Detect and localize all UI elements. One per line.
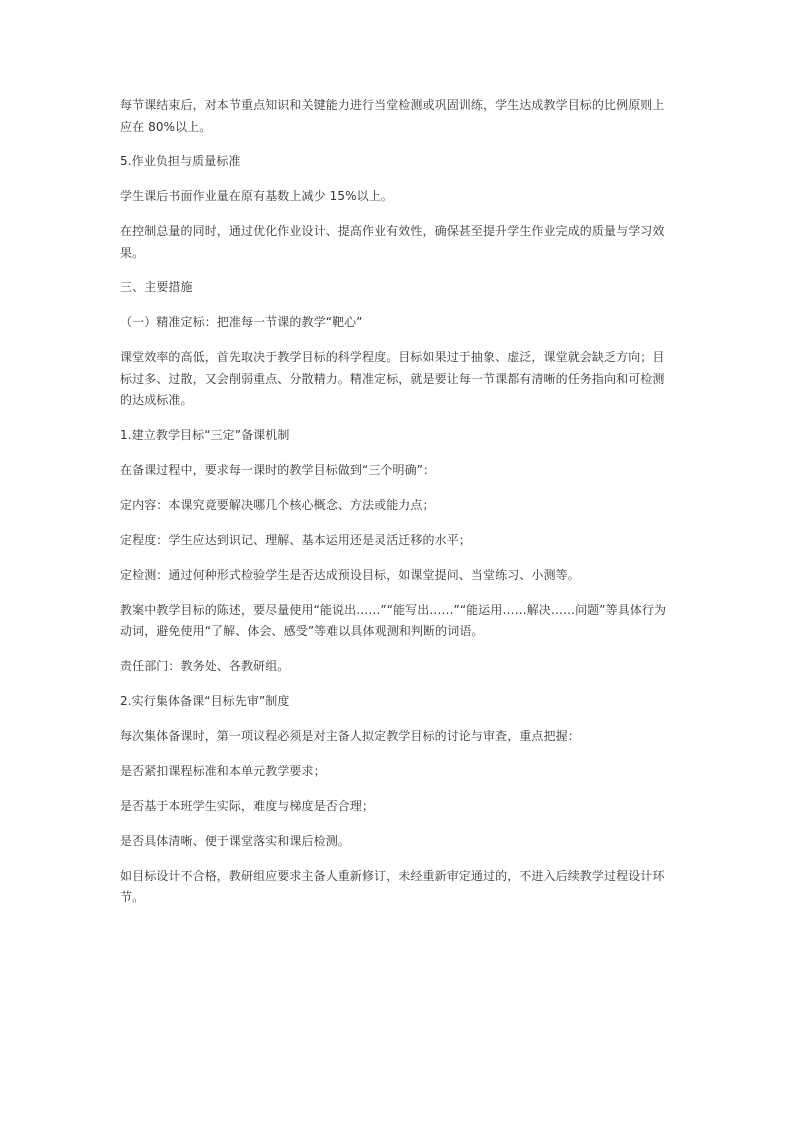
paragraph-review-agenda: 每次集体备课时，第一项议程必须是对主备人拟定教学目标的讨论与审查，重点把握： — [120, 728, 580, 743]
heading-three-fixes: 1.建立教学目标“三定”备课机制 — [120, 427, 290, 442]
heading-collective-prep: 2.实行集体备课“目标先审”制度 — [120, 693, 290, 708]
section-heading-measures: 三、主要措施 — [120, 280, 193, 294]
paragraph-fix-degree: 定程度：学生应达到识记、理解、基本运用还是灵活迁移的水平； — [120, 532, 471, 547]
heading-homework-standard: 5.作业负担与质量标准 — [120, 154, 241, 168]
paragraph-fix-check: 定检测：通过何种形式检验学生是否达成预设目标，如课堂提问、当堂练习、小测等。 — [120, 567, 580, 582]
paragraph-homework-reduction: 学生课后书面作业量在原有基数上减少 15%以上。 — [120, 189, 393, 203]
paragraph-classroom-check: 每节课结束后，对本节重点知识和关键能力进行当堂检测或巩固训练，学生达成教学目标的比例原则上应在 80%以上。 — [120, 98, 665, 134]
paragraph-check-clarity: 是否具体清晰、便于课堂落实和课后检测。 — [120, 833, 350, 848]
paragraph-revision-rule: 如目标设计不合格，教研组应要求主备人重新修订，未经重新审定通过的，不进入后续教学过程设计环节。 — [120, 868, 665, 904]
paragraph-fix-content: 定内容：本课究竟要解决哪几个核心概念、方法或能力点； — [120, 497, 435, 512]
paragraph-homework-quality: 在控制总量的同时，通过优化作业设计、提高作业有效性，确保甚至提升学生作业完成的质量与学习效果。 — [120, 224, 665, 260]
paragraph-three-clear: 在备课过程中，要求每一课时的教学目标做到“三个明确”： — [120, 462, 436, 477]
subsection-heading-precise-target: （一）精准定标：把准每一节课的教学“靶心” — [120, 315, 363, 329]
paragraph-check-standard: 是否紧扣课程标准和本单元教学要求； — [120, 763, 326, 778]
document-page — [120, 95, 676, 922]
paragraph-behavior-verbs: 教案中教学目标的陈述，要尽量使用“能说出……”“能写出……”“能运用……解决……问题”等具体行为动词，避免使用“了解、体会、感受”等难以具体观测和判断的词语。 — [120, 602, 667, 638]
paragraph-check-students: 是否基于本班学生实际，难度与梯度是否合理； — [120, 798, 375, 813]
paragraph-target-importance: 课堂效率的高低，首先取决于教学目标的科学程度。目标如果过于抽象、虚泛，课堂就会缺乏方向；目标过多、过散，又会削弱重点、分散精力。精准定标，就是要让每一节课都有清晰的任务指向和可检测的达成标准。 — [120, 350, 665, 407]
paragraph-responsible-dept: 责任部门：教务处、各教研组。 — [120, 658, 290, 673]
